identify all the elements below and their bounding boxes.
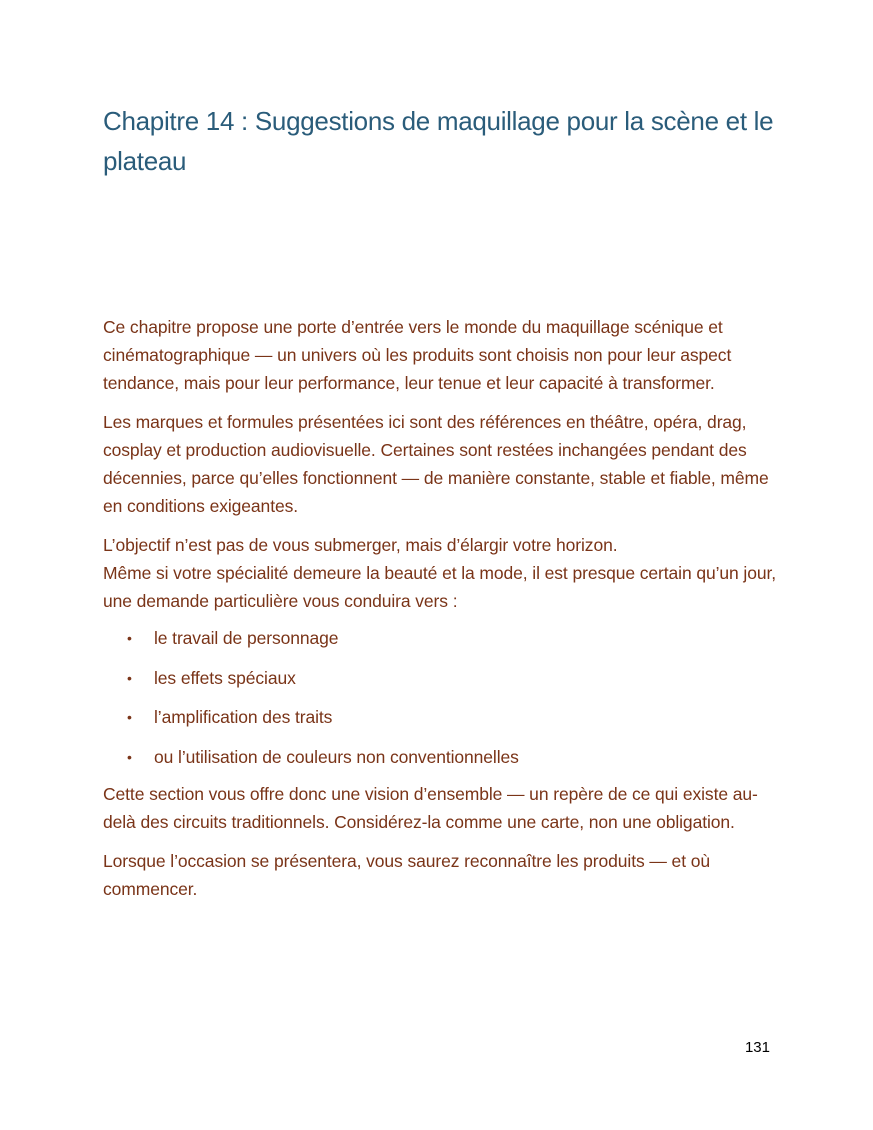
list-item-text: ou l’utilisation de couleurs non conventionnelles [154, 746, 519, 767]
chapter-title: Chapitre 14 : Suggestions de maquillage pour la scène et le plateau [103, 106, 774, 176]
bullet-icon: • [127, 669, 132, 686]
list-item [103, 743, 783, 771]
paragraph-speciality: Même si votre spécialité demeure la beauté et la mode, il est presque certain qu’un jour, une demande particulière vous conduira vers : [103, 563, 777, 611]
list-item [103, 664, 783, 692]
bullet-icon: • [127, 709, 132, 725]
paragraph-references: Les marques et formules présentées ici sont des références en théâtre, opéra, drag, cosplay et production audiovisuelle. Certaines sont restées inchangées pendant des décennies, parce qu’elles fonctionnent — de manière constante, stable et fiable, même en conditions exigeantes. [103, 412, 769, 516]
bullet-icon: • [127, 630, 132, 646]
paragraph-overview: Cette section vous offre donc une vision d’ensemble — un repère de ce qui existe au-delà des circuits traditionnels. Considérez-la comme une carte, non une obligation. [103, 783, 758, 832]
bullet-list [103, 624, 783, 771]
list-item [103, 624, 783, 652]
list-item-text: les effets spéciaux [154, 667, 296, 688]
list-item [103, 703, 783, 731]
page-number: 131 [744, 1039, 770, 1056]
list-item-text: l’amplification des traits [154, 707, 333, 727]
list-item-text: le travail de personnage [154, 628, 339, 648]
paragraph-objective: L’objectif n’est pas de vous submerger, mais d’élargir votre horizon. [103, 535, 618, 555]
paragraph-conclusion: Lorsque l’occasion se présentera, vous saurez reconnaître les produits — et où commencer. [103, 850, 710, 899]
bullet-icon: • [127, 748, 132, 765]
paragraph-intro: Ce chapitre propose une porte d’entrée vers le monde du maquillage scénique et cinématographique — un univers où les produits sont choisis non pour leur aspect tendance, mais pour leur performance, leur tenue et leur capacité à transformer. [103, 317, 732, 393]
chapter-body [103, 313, 783, 914]
